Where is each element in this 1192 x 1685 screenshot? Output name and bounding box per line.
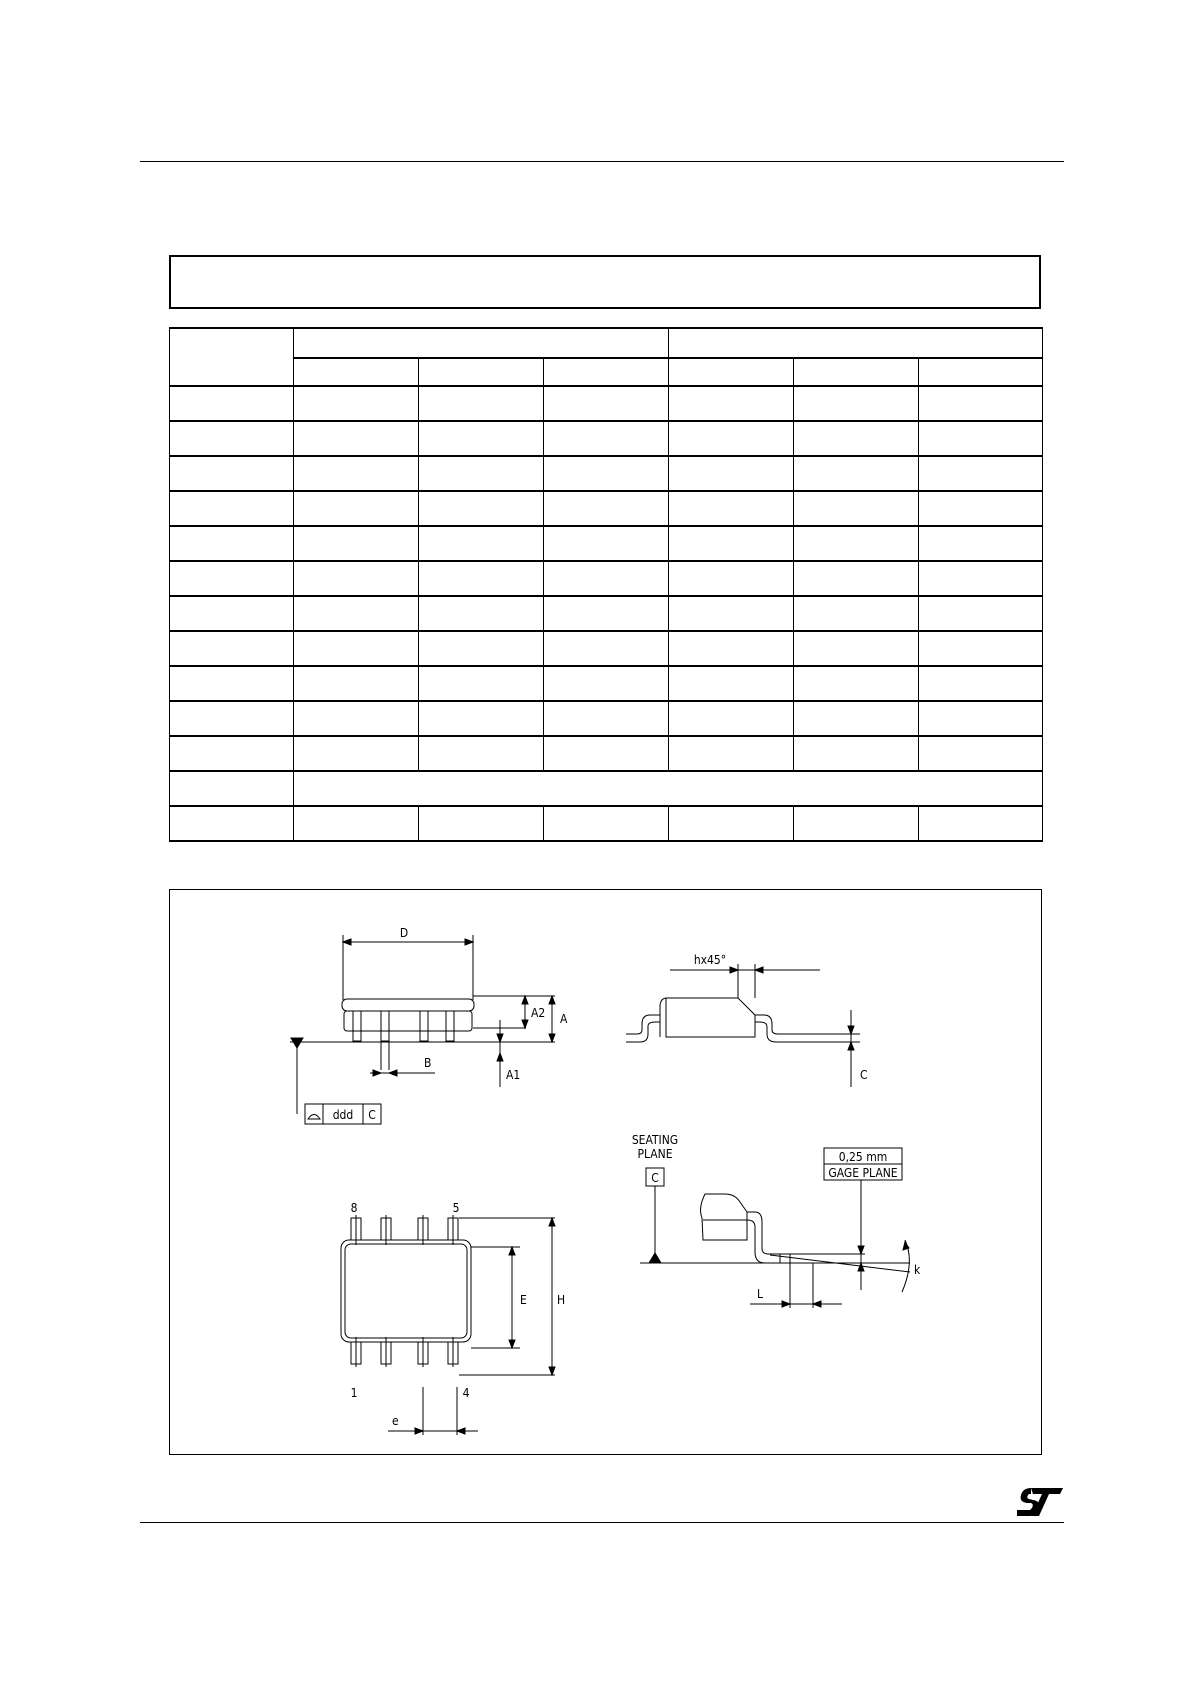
table-row [170,806,1043,841]
pin-1-label: 1 [350,1386,358,1400]
pin-8-label: 8 [350,1201,358,1215]
table-cell [294,806,419,841]
detail-view [632,1133,921,1308]
table-row [170,596,1043,631]
table-title-box [169,255,1041,309]
dim-label-A1: A1 [506,1068,521,1082]
table-cell [419,666,544,701]
table-cell [544,526,669,561]
pin-4-label: 4 [462,1386,470,1400]
table-row [170,631,1043,666]
dim-label-L: L [757,1287,764,1301]
table-cell [794,806,919,841]
table-cell [794,701,919,736]
table-cell [794,456,919,491]
table-cell [919,421,1043,456]
ddd-label: ddd [332,1108,354,1122]
table-cell [794,631,919,666]
table-row [170,491,1043,526]
table-cell [669,456,794,491]
table-cell [669,736,794,771]
table-cell [170,666,294,701]
dim-label-D: D [399,926,409,940]
end-view [626,953,868,1087]
table-cell [794,526,919,561]
table-merged-cell [294,771,1043,806]
table-cell [294,666,419,701]
table-cell [919,386,1043,421]
table-cell [669,631,794,666]
table-cell [669,806,794,841]
table-cell [294,631,419,666]
header-cell [294,358,419,386]
table-cell [170,736,294,771]
table-cell [294,561,419,596]
header-dim-cell [170,328,294,386]
dim-label-E: E [520,1293,527,1307]
table-cell [919,631,1043,666]
header-cell [794,358,919,386]
table-cell [669,561,794,596]
table-cell [544,456,669,491]
header-group-2 [669,328,1043,358]
table-row-merged [170,771,1043,806]
table-cell [919,561,1043,596]
table-cell [294,736,419,771]
table-row [170,421,1043,456]
table-cell [669,526,794,561]
table-cell [794,666,919,701]
table-cell [544,701,669,736]
dim-label-H: H [557,1293,566,1307]
table-cell [170,386,294,421]
table-row [170,666,1043,701]
table-cell [419,491,544,526]
table-cell [170,491,294,526]
table-cell [794,596,919,631]
table-cell [669,421,794,456]
table-cell [294,456,419,491]
table-row [170,456,1043,491]
table-row [170,561,1043,596]
table-cell [544,491,669,526]
top-view [341,1201,565,1435]
dim-label-k: k [914,1263,921,1277]
datum-C-label: C [368,1108,376,1122]
table-cell [544,666,669,701]
header-group-1 [294,328,669,358]
table-cell [919,736,1043,771]
table-cell [794,736,919,771]
table-cell [544,736,669,771]
table-cell [170,526,294,561]
table-cell [294,386,419,421]
table-cell [419,806,544,841]
table-cell [794,386,919,421]
table-cell [170,456,294,491]
table-cell [544,631,669,666]
table-cell [919,701,1043,736]
header-cell [919,358,1043,386]
package-drawing [169,889,1042,1455]
header-cell [669,358,794,386]
table-cell [419,631,544,666]
table-cell [170,631,294,666]
table-cell [669,491,794,526]
table-cell [544,421,669,456]
table-cell [170,596,294,631]
pin-5-label: 5 [452,1201,460,1215]
table-cell [419,701,544,736]
table-cell [544,596,669,631]
table-cell [669,701,794,736]
table-cell [544,386,669,421]
header-rule [140,161,1064,162]
header-cell [419,358,544,386]
table-cell [919,806,1043,841]
table-cell [419,526,544,561]
table-cell [669,386,794,421]
dim-label-A: A [560,1012,568,1026]
table-header-row-1 [170,328,1043,358]
table-cell [794,561,919,596]
table-cell [170,701,294,736]
table-cell [170,771,294,806]
gage-plane-label: GAGE PLANE [828,1166,898,1180]
table-cell [919,526,1043,561]
table-cell [419,561,544,596]
table-cell [919,596,1043,631]
table-cell [794,491,919,526]
dim-label-e: e [392,1414,399,1428]
table-cell [294,421,419,456]
gage-value-label: 0,25 mm [838,1150,888,1164]
table-cell [419,596,544,631]
table-cell [294,701,419,736]
table-cell [294,596,419,631]
footer-rule [140,1522,1064,1523]
table-cell [919,491,1043,526]
table-cell [544,561,669,596]
table-row [170,386,1043,421]
table-cell [919,456,1043,491]
table-cell [919,666,1043,701]
dim-label-B: B [424,1056,432,1070]
table-cell [419,421,544,456]
table-cell [294,491,419,526]
side-view [290,926,568,1124]
table-row [170,526,1043,561]
table-cell [170,806,294,841]
table-cell [669,596,794,631]
dim-label-h: hx45° [693,953,727,967]
table-cell [419,736,544,771]
table-cell [544,806,669,841]
dim-label-C: C [860,1068,868,1082]
table-cell [419,456,544,491]
table-header-row-2 [170,358,1043,386]
table-cell [419,386,544,421]
seating-datum-C: C [651,1171,659,1185]
table-cell [294,526,419,561]
dimensions-table [169,327,1043,842]
table-cell [669,666,794,701]
table-cell [170,421,294,456]
package-drawing-svg [170,890,1043,1456]
st-logo-icon [1017,1488,1063,1516]
table-cell [794,421,919,456]
table-row [170,736,1043,771]
table-row [170,701,1043,736]
header-cell [544,358,669,386]
dim-label-A2: A2 [531,1006,546,1020]
table-cell [170,561,294,596]
seating-plane-label: SEATING [631,1133,679,1147]
seating-plane-label-2: PLANE [637,1147,673,1161]
